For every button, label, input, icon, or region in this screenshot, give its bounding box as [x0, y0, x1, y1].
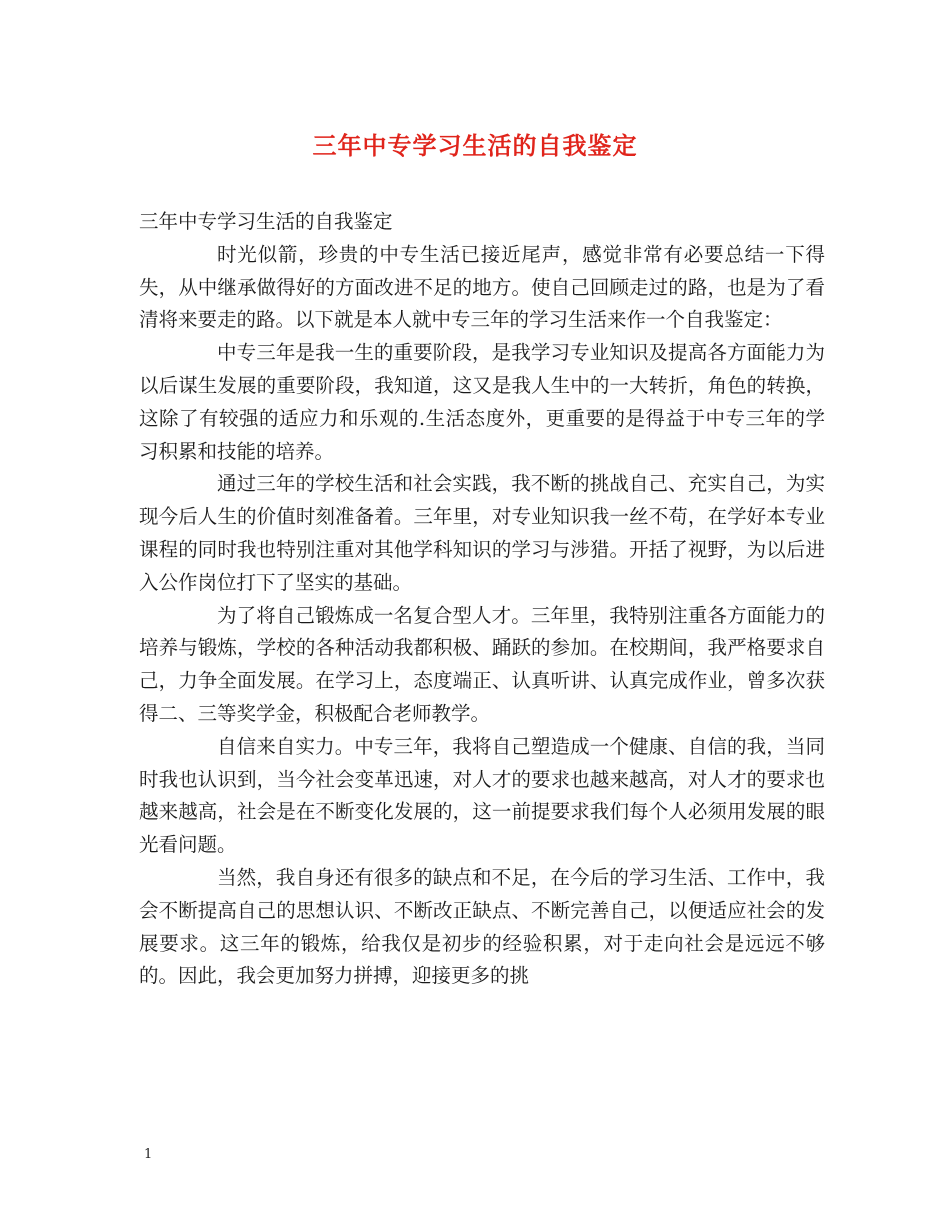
document-title: 三年中专学习生活的自我鉴定 [312, 131, 638, 160]
paragraph: 自信来自实力。中专三年，我将自己塑造成一个健康、自信的我，当同时我也认识到，当今社会变革迅速，对人才的要求也越来越高，对人才的要求也越来越高，社会是在不断变化发展的，这一前提要求我们每个人必须用发展的眼光看问题。 [139, 734, 825, 857]
paragraph: 时光似箭，珍贵的中专生活已接近尾声，感觉非常有必要总结一下得失，从中继承做得好的方面改进不足的地方。使自己回顾走过的路，也是为了看清将来要走的路。以下就是本人就中专三年的学习生活来作一个自我鉴定： [139, 242, 825, 332]
document-body [139, 206, 825, 993]
document-subtitle: 三年中专学习生活的自我鉴定 [139, 210, 393, 233]
paragraph: 为了将自己锻炼成一名复合型人才。三年里，我特别注重各方面能力的培养与锻炼，学校的各种活动我都积极、踊跃的参加。在校期间，我严格要求自己，力争全面发展。在学习上，态度端正、认真听讲、认真完成作业，曾多次获得二、三等奖学金，积极配合老师教学。 [139, 603, 825, 725]
paragraph: 通过三年的学校生活和社会实践，我不断的挑战自己、充实自己，为实现今后人生的价值时刻准备着。三年里，对专业知识我一丝不苟，在学好本专业课程的同时我也特别注重对其他学科知识的学习与涉猎。开括了视野，为以后进入公作岗位打下了坚实的基础。 [139, 472, 825, 594]
paragraph: 当然，我自身还有很多的缺点和不足，在今后的学习生活、工作中，我会不断提高自己的思想认识、不断改正缺点、不断完善自己，以便适应社会的发展要求。这三年的锻炼，给我仅是初步的经验积累，对于走向社会是远远不够的。因此，我会更加努力拼搏，迎接更多的挑 [139, 865, 825, 988]
page-number: 1 [144, 1147, 153, 1162]
paragraph: 中专三年是我一生的重要阶段，是我学习专业知识及提高各方面能力为以后谋生发展的重要阶段，我知道，这又是我人生中的一大转折，角色的转换，这除了有较强的适应力和乐观的.生活态度外，更重要的是得益于中专三年的学习积累和技能的培养。 [139, 341, 825, 463]
